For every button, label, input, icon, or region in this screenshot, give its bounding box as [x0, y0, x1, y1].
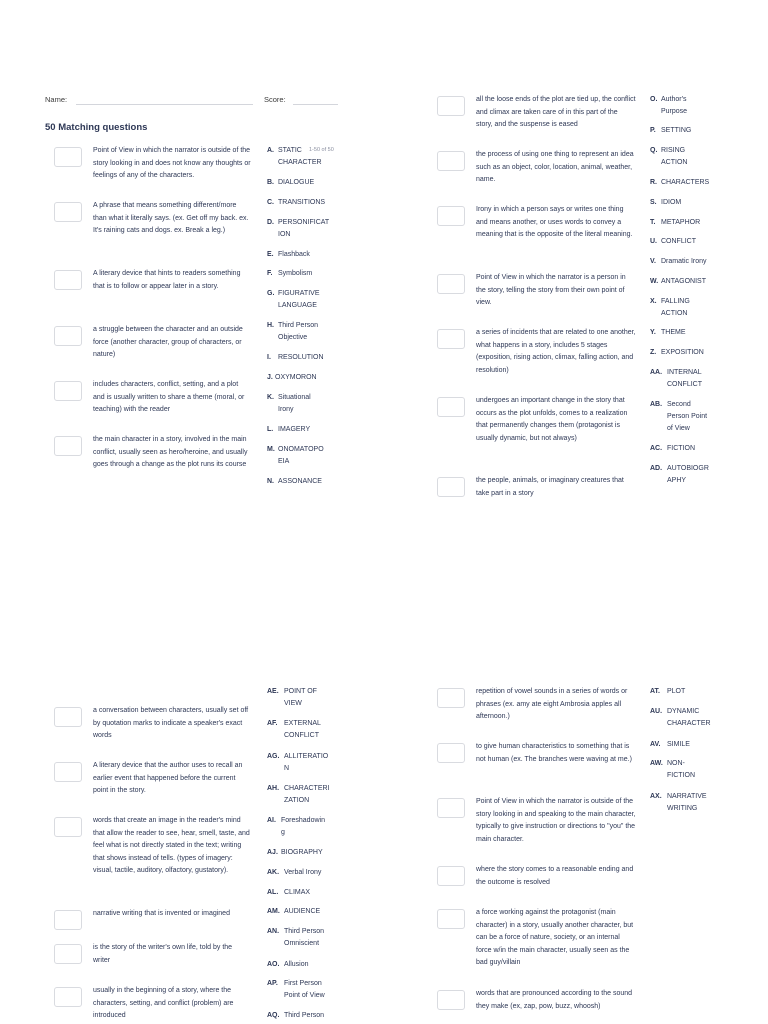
option-letter: AO. — [267, 961, 280, 968]
option-letter: AC. — [650, 445, 663, 452]
option-text: CHARACTERS — [661, 179, 710, 186]
answer-box[interactable] — [54, 944, 82, 964]
option-item — [650, 758, 722, 782]
question-text: where the story comes to a reasonable ending and the outcome is resolved — [476, 866, 634, 886]
option-text: CLIMAX — [284, 889, 311, 896]
option-letter: S. — [650, 199, 657, 206]
option-item — [267, 926, 339, 950]
option-letter: R. — [650, 179, 657, 186]
option-letter: W. — [650, 278, 659, 285]
option-item — [650, 256, 720, 268]
question-item — [54, 908, 254, 930]
option-text: STATIC CHARACTER — [278, 147, 322, 166]
option-item — [650, 686, 722, 698]
option-item — [267, 424, 337, 436]
question-item — [437, 686, 642, 724]
option-item — [267, 217, 337, 241]
option-letter: AT. — [650, 688, 660, 695]
option-letter: T. — [650, 219, 656, 226]
question-text: Irony in which a person says or writes one thing and means another, or uses words to convey a meaning that is the opposite of the literal meaning. — [476, 206, 633, 239]
option-item — [650, 367, 720, 391]
option-text: METAPHOR — [661, 219, 701, 226]
option-item — [267, 268, 337, 280]
answer-box[interactable] — [54, 817, 82, 837]
answer-box[interactable] — [54, 987, 82, 1007]
option-item — [267, 320, 337, 344]
answer-box[interactable] — [54, 762, 82, 782]
option-item — [267, 887, 339, 899]
option-item — [650, 197, 720, 209]
answer-box[interactable] — [54, 147, 82, 167]
answer-box[interactable] — [437, 151, 465, 171]
option-letter: E. — [267, 251, 274, 258]
question-text: the people, animals, or imaginary creatures that take part in a story — [476, 477, 624, 497]
option-text: SETTING — [661, 127, 692, 134]
option-text: IDIOM — [661, 199, 682, 206]
option-text: Situational Irony — [278, 394, 311, 413]
question-text: a conversation between characters, usually set off by quotation marks to indicate a speaker's exact words — [93, 707, 249, 740]
option-item — [650, 145, 720, 169]
question-item — [437, 149, 642, 187]
option-text: RESOLUTION — [278, 354, 324, 361]
option-text: AUDIENCE — [284, 908, 321, 915]
question-item — [437, 741, 642, 766]
option-item — [650, 94, 720, 118]
option-item — [267, 783, 339, 807]
option-text: Foreshadowin g — [281, 817, 325, 836]
option-letter: V. — [650, 258, 656, 265]
score-line[interactable] — [293, 104, 338, 105]
option-item — [267, 249, 337, 261]
option-letter: AI. — [267, 817, 276, 824]
option-letter: AE. — [267, 688, 279, 695]
option-item — [267, 372, 337, 384]
option-letter: F. — [267, 270, 273, 277]
question-item — [54, 145, 254, 183]
option-item — [267, 906, 339, 918]
option-item — [650, 217, 720, 229]
question-text: narrative writing that is invented or imagined — [93, 910, 230, 917]
option-text: CHARACTERI ZATION — [284, 785, 330, 804]
question-text: Point of View in which the narrator is outside of the story looking in and speaking to the main character, typically to give instruction or directions to "you" the main character. — [476, 798, 636, 843]
question-item — [54, 434, 254, 472]
option-letter: AK. — [267, 869, 280, 876]
question-item — [437, 395, 642, 445]
option-letter: H. — [267, 322, 274, 329]
question-text: Point of View in which the narrator is a person in the story, telling the story from their own point of view. — [476, 274, 626, 307]
answer-box[interactable] — [54, 270, 82, 290]
option-text: Verbal Irony — [284, 869, 322, 876]
question-text: the main character in a story, involved in the main conflict, usually seen as hero/heroine, and usually goes through a change as the plot runs its course — [93, 436, 248, 469]
option-text: Dramatic Irony — [661, 258, 707, 265]
option-text: AUTOBIOGR APHY — [667, 465, 709, 484]
answer-box[interactable] — [437, 743, 465, 763]
question-item — [437, 988, 642, 1013]
option-letter: A. — [267, 147, 274, 154]
answer-box[interactable] — [437, 866, 465, 886]
question-item — [54, 705, 254, 743]
question-text: a struggle between the character and an outside force (another character, group of characters, or nature) — [93, 326, 243, 359]
option-text: Third Person Objective — [278, 322, 319, 341]
answer-box[interactable] — [437, 688, 465, 708]
option-text: DIALOGUE — [278, 179, 315, 186]
option-text: DYNAMIC CHARACTER — [667, 708, 711, 727]
answer-box[interactable] — [437, 798, 465, 818]
option-item — [267, 867, 339, 879]
option-letter: J. — [267, 374, 273, 381]
option-letter: AQ. — [267, 1012, 280, 1019]
option-item — [650, 399, 720, 435]
answer-box[interactable] — [437, 96, 465, 116]
question-item — [437, 327, 642, 377]
option-item — [650, 463, 720, 487]
option-letter: G. — [267, 290, 275, 297]
option-item — [267, 718, 339, 742]
name-label: Name: — [45, 95, 68, 104]
option-letter: AX. — [650, 793, 662, 800]
option-letter: AL. — [267, 889, 279, 896]
option-item — [650, 236, 720, 248]
option-item — [267, 978, 339, 1002]
answer-box[interactable] — [437, 909, 465, 929]
option-text: FICTION — [667, 445, 695, 452]
option-item — [267, 352, 337, 364]
question-text: to give human characteristics to something that is not human (ex. The branches were waving at me.) — [476, 743, 632, 763]
option-text: Author's Purpose — [661, 96, 688, 115]
option-letter: AU. — [650, 708, 663, 715]
option-letter: AN. — [267, 928, 280, 935]
option-letter: D. — [267, 219, 274, 226]
option-item — [267, 815, 339, 839]
question-item — [54, 815, 254, 878]
option-letter: P. — [650, 127, 656, 134]
answer-box[interactable] — [437, 990, 465, 1010]
question-text: a force working against the protagonist (main character) in a story, usually another character, but can be a force of nature, society, or an internal force w/in the main character, usually seen as the bad guy/villain — [476, 909, 634, 967]
option-text: BIOGRAPHY — [281, 849, 323, 856]
option-item — [650, 125, 720, 137]
option-text: PERSONIFICAT ION — [278, 219, 330, 238]
question-item — [54, 985, 254, 1023]
option-item — [267, 847, 339, 859]
question-item — [437, 94, 642, 132]
question-item — [54, 379, 254, 417]
question-item — [437, 272, 642, 310]
question-counter: 1-50 of 50 — [309, 147, 334, 153]
option-letter: K. — [267, 394, 274, 401]
option-letter: AG. — [267, 753, 280, 760]
question-text: all the loose ends of the plot are tied up, the conflict and climax are taken care of in this part of the story, and the suspense is eased — [476, 96, 636, 129]
option-text: PLOT — [667, 688, 686, 695]
option-item — [650, 177, 720, 189]
name-line[interactable] — [76, 104, 253, 105]
option-text: POINT OF VIEW — [284, 688, 317, 707]
option-text: Third Person Omniscient — [284, 928, 325, 947]
option-item — [267, 197, 337, 209]
option-letter: AH. — [267, 785, 280, 792]
option-item — [650, 443, 720, 455]
option-text: Second Person Point of View — [667, 401, 708, 432]
option-letter: N. — [267, 478, 274, 485]
question-text: the process of using one thing to represent an idea such as an object, color, location, animal, weather, name. — [476, 151, 634, 184]
option-text: IMAGERY — [278, 426, 311, 433]
option-letter: B. — [267, 179, 274, 186]
option-text: NON- FICTION — [667, 760, 695, 779]
option-letter: I. — [267, 354, 271, 361]
answer-box[interactable] — [54, 202, 82, 222]
option-letter: C. — [267, 199, 274, 206]
score-label: Score: — [264, 95, 286, 104]
answer-box[interactable] — [437, 397, 465, 417]
option-item — [650, 791, 722, 815]
option-text: CONFLICT — [661, 238, 696, 245]
answer-box[interactable] — [54, 707, 82, 727]
question-item — [437, 475, 642, 500]
section-heading: 50 Matching questions — [45, 122, 148, 133]
option-letter: AA. — [650, 369, 663, 376]
option-text: EXPOSITION — [661, 349, 704, 356]
option-letter: AJ. — [267, 849, 278, 856]
option-item — [650, 327, 720, 339]
option-text: THEME — [661, 329, 686, 336]
question-item — [54, 200, 254, 238]
question-item — [437, 907, 642, 970]
option-letter: Q. — [650, 147, 658, 154]
option-item — [267, 959, 339, 971]
answer-box[interactable] — [54, 910, 82, 930]
answer-box[interactable] — [54, 436, 82, 456]
question-item — [54, 268, 254, 293]
option-letter: AB. — [650, 401, 663, 408]
option-letter: AM. — [267, 908, 280, 915]
option-item — [650, 706, 722, 730]
option-letter: Z. — [650, 349, 657, 356]
question-item — [54, 760, 254, 798]
answer-box[interactable] — [437, 206, 465, 226]
question-text: words that are pronounced according to the sound they make (ex, zap, pow, buzz, whoosh) — [476, 990, 633, 1010]
option-item — [267, 686, 339, 710]
answer-box[interactable] — [437, 329, 465, 349]
option-item — [267, 392, 337, 416]
answer-box[interactable] — [437, 274, 465, 294]
question-text: A phrase that means something different/more than what it literally says. (ex. Get off my back. ex. It's raining cats and dogs. ex. Break a leg.) — [93, 202, 249, 235]
question-text: words that create an image in the reader's mind that allow the reader to see, hear, smell, taste, and feel what is not directly stated in the text; writing that shows instead of tells. (types of imagery: visual, tactile, auditory, olfactory, gustatory). — [93, 817, 250, 875]
option-item — [650, 347, 720, 359]
option-letter: AV. — [650, 741, 661, 748]
option-text: EXTERNAL CONFLICT — [284, 720, 321, 739]
option-letter: U. — [650, 238, 657, 245]
option-letter: M. — [267, 446, 275, 453]
question-text: Point of View in which the narrator is outside of the story looking in and does not know any thoughts or feelings of any of the characters. — [93, 147, 251, 180]
question-item — [437, 796, 642, 846]
question-text: A literary device that hints to readers something that is to follow or appear later in a story. — [93, 270, 241, 290]
option-item — [650, 296, 720, 320]
option-letter: Y. — [650, 329, 656, 336]
answer-box[interactable] — [437, 477, 465, 497]
question-text: usually in the beginning of a story, where the characters, setting, and conflict (problem) are introduced — [93, 987, 234, 1020]
question-text: includes characters, conflict, setting, and a plot and is usually written to share a theme (moral, or teaching) with the reader — [93, 381, 245, 414]
option-text: Allusion — [284, 961, 309, 968]
option-text: First Person Point of View — [284, 980, 325, 999]
option-text: OXYMORON — [275, 374, 317, 381]
option-text: Third Person — [284, 1012, 325, 1019]
option-text: SIMILE — [667, 741, 690, 748]
question-item — [54, 942, 254, 967]
option-item — [267, 751, 339, 775]
option-text: Symbolism — [278, 270, 313, 277]
option-item — [267, 476, 337, 488]
question-item — [437, 864, 642, 889]
question-text: repetition of vowel sounds in a series of words or phrases (ex. amy ate eight Ambrosia apples all afternoon.) — [476, 688, 628, 721]
option-text: INTERNAL CONFLICT — [667, 369, 702, 388]
option-text: FALLING ACTION — [661, 298, 690, 317]
option-text: Flashback — [278, 251, 310, 258]
option-letter: AD. — [650, 465, 663, 472]
option-item — [267, 177, 337, 189]
answer-box[interactable] — [54, 381, 82, 401]
option-text: ASSONANCE — [278, 478, 322, 485]
answer-box[interactable] — [54, 326, 82, 346]
option-item — [650, 739, 722, 751]
option-letter: AP. — [267, 980, 278, 987]
option-letter: AF. — [267, 720, 278, 727]
option-item — [267, 444, 337, 468]
question-text: A literary device that the author uses to recall an earlier event that happened before the current point in the story. — [93, 762, 243, 795]
option-item — [267, 1010, 339, 1022]
option-letter: O. — [650, 96, 658, 103]
option-letter: X. — [650, 298, 657, 305]
option-text: ALLITERATIO N — [284, 753, 329, 772]
option-item — [267, 145, 337, 169]
question-text: a series of incidents that are related to one another, what happens in a story, includes 5 stages (exposition, rising action, climax, falling action, and resolution) — [476, 329, 636, 374]
option-item — [650, 276, 720, 288]
option-text: ANTAGONIST — [661, 278, 706, 285]
option-text: RISING ACTION — [661, 147, 688, 166]
option-letter: L. — [267, 426, 274, 433]
question-item — [54, 324, 254, 362]
option-text: FIGURATIVE LANGUAGE — [278, 290, 320, 309]
question-text: is the story of the writer's own life, told by the writer — [93, 944, 233, 964]
option-letter: AW. — [650, 760, 663, 767]
option-text: NARRATIVE WRITING — [667, 793, 707, 812]
question-text: undergoes an important change in the story that occurs as the plot unfolds, comes to a realization that permanently changes them (protagonist is usually dynamic, but not always) — [476, 397, 628, 442]
option-text: TRANSITIONS — [278, 199, 326, 206]
question-item — [437, 204, 642, 242]
option-item — [267, 288, 337, 312]
option-text: ONOMATOPO EIA — [278, 446, 324, 465]
